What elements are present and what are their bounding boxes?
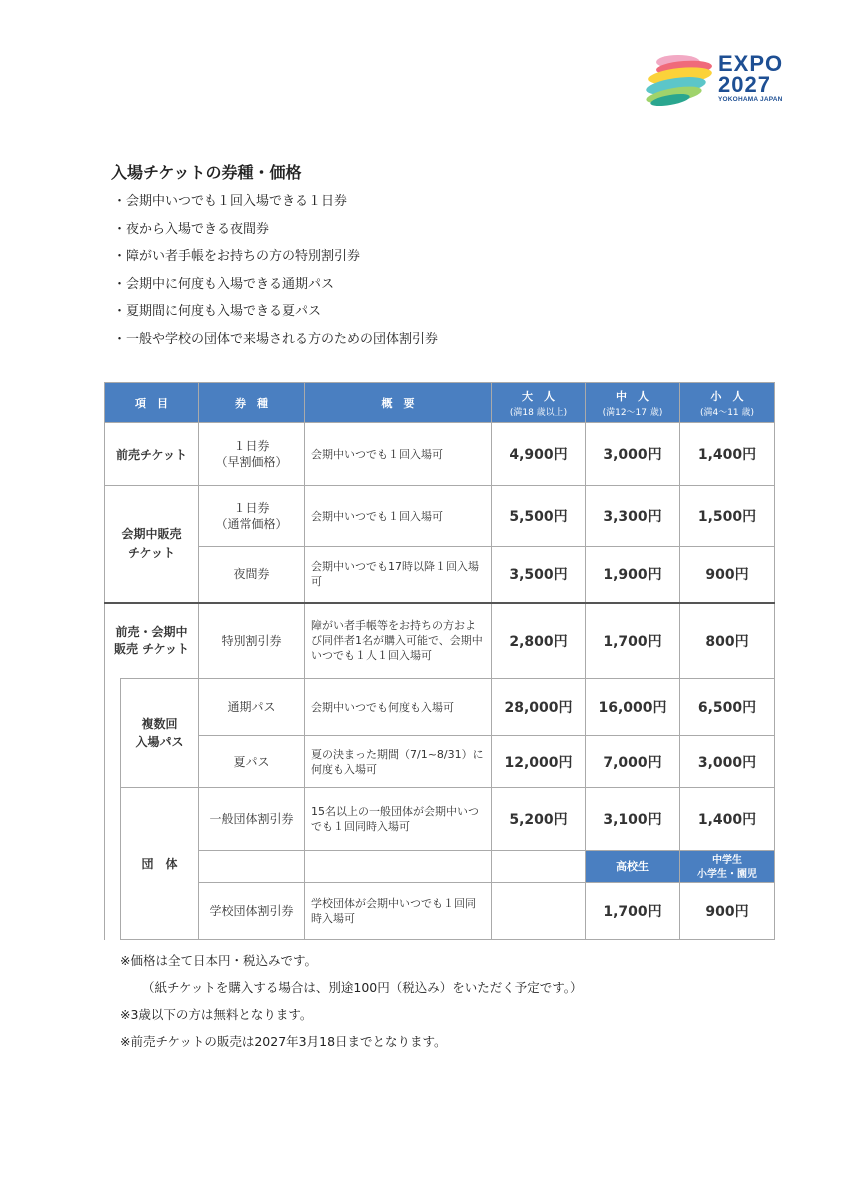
summary-season: 会期中いつでも何度も入場可 xyxy=(305,679,492,736)
header-child xyxy=(680,383,775,423)
header-adult-sub: (満18 歳以上) xyxy=(509,407,568,418)
notes xyxy=(120,952,583,1060)
empty-cell xyxy=(305,851,492,883)
type-season: 通期パス xyxy=(199,679,305,736)
logo-line-1: EXPO xyxy=(718,51,784,76)
table-row xyxy=(105,883,775,940)
price-middle: 7,000円 xyxy=(586,736,680,788)
header-middle-sub: (満12～17 歳) xyxy=(602,407,663,418)
type-special: 特別割引券 xyxy=(199,603,305,679)
note-advance-deadline: ※前売チケットの販売は2027年3月18日までとなります。 xyxy=(120,1034,447,1049)
header-adult-label: 大 人 xyxy=(522,389,555,403)
table-row xyxy=(105,788,775,851)
price-middle: 3,100円 xyxy=(586,788,680,851)
table-header-row xyxy=(105,383,775,423)
label-junior-line-1: 中学生 xyxy=(712,854,742,866)
price-child: 1,400円 xyxy=(680,423,775,486)
note-tax: ※価格は全て日本円・税込みです。 xyxy=(120,953,317,968)
price-adult: 12,000円 xyxy=(492,736,586,788)
price-child: 3,000円 xyxy=(680,736,775,788)
price-middle: 1,900円 xyxy=(586,547,680,603)
type-night: 夜間券 xyxy=(199,547,305,603)
type-group: 一般団体割引券 xyxy=(199,788,305,851)
empty-cell xyxy=(492,883,586,940)
page-title: 入場チケットの券種・価格 xyxy=(111,163,302,182)
header-middle xyxy=(586,383,680,423)
logo-line-3: YOKOHAMA JAPAN xyxy=(718,96,783,103)
header-child-sub: (満4～11 歳) xyxy=(699,407,755,418)
table-row xyxy=(105,486,775,547)
table-row xyxy=(105,603,775,679)
table-row xyxy=(105,736,775,788)
category-advance: 前売チケット xyxy=(105,423,199,486)
summary-advance: 会期中いつでも１回入場可 xyxy=(305,423,492,486)
price-adult: 5,500円 xyxy=(492,486,586,547)
note-free-under-3: ※3歳以下の方は無料となります。 xyxy=(120,1007,313,1022)
price-adult: 3,500円 xyxy=(492,547,586,603)
summary-summer: 夏の決まった期間（7/1~8/31）に何度も入場可 xyxy=(305,736,492,788)
summary-onsite-day: 会期中いつでも１回入場可 xyxy=(305,486,492,547)
label-junior-elementary xyxy=(680,851,775,883)
subcategory-group: 団 体 xyxy=(121,788,199,940)
price-child: 1,400円 xyxy=(680,788,775,851)
header-summary: 概 要 xyxy=(305,383,492,423)
list-item: ・会期中に何度も入場できる通期パス xyxy=(113,276,335,292)
note-paper-ticket: （紙チケットを購入する場合は、別途100円（税込み）をいただく予定です。） xyxy=(142,980,583,995)
list-item: ・夏期間に何度も入場できる夏パス xyxy=(113,304,322,319)
ticket-type-list xyxy=(113,192,438,357)
table-row xyxy=(105,851,775,883)
list-item: ・夜から入場できる夜間券 xyxy=(113,221,270,237)
list-item: ・障がい者手帳をお持ちの方の特別割引券 xyxy=(113,249,361,264)
price-child: 900円 xyxy=(680,547,775,603)
header-adult xyxy=(492,383,586,423)
type-summer: 夏パス xyxy=(199,736,305,788)
category-onsite: 会期中販売 チケット xyxy=(105,486,199,603)
subcategory-multi-pass: 複数回 入場パス xyxy=(121,679,199,788)
table-row xyxy=(105,679,775,736)
header-type: 券 種 xyxy=(199,383,305,423)
logo-line-2: 2027 xyxy=(718,72,771,97)
type-advance: １日券 （早割価格） xyxy=(199,423,305,486)
empty-cell xyxy=(199,851,305,883)
ticket-price-table xyxy=(104,382,775,940)
header-middle-label: 中 人 xyxy=(616,389,649,403)
summary-special: 障がい者手帳等をお持ちの方および同伴者1名が購入可能で、会期中いつでも１人１回入場可 xyxy=(305,603,492,679)
empty-cell xyxy=(492,851,586,883)
price-child: 900円 xyxy=(680,883,775,940)
summary-group: 15名以上の一般団体が会期中いつでも１回同時入場可 xyxy=(305,788,492,851)
price-middle: 1,700円 xyxy=(586,883,680,940)
group-indent-spacer xyxy=(105,679,121,940)
price-child: 800円 xyxy=(680,603,775,679)
price-middle: 3,300円 xyxy=(586,486,680,547)
price-child: 1,500円 xyxy=(680,486,775,547)
header-child-label: 小 人 xyxy=(710,389,744,403)
label-high-school: 高校生 xyxy=(586,851,680,883)
label-junior-line-2: 小学生・園児 xyxy=(697,868,757,880)
header-item: 項 目 xyxy=(105,383,199,423)
price-adult: 2,800円 xyxy=(492,603,586,679)
summary-school-group: 学校団体が会期中いつでも１回同時入場可 xyxy=(305,883,492,940)
price-child: 6,500円 xyxy=(680,679,775,736)
price-adult: 4,900円 xyxy=(492,423,586,486)
price-adult: 28,000円 xyxy=(492,679,586,736)
table-row xyxy=(105,547,775,603)
expo-logo-text xyxy=(718,53,783,104)
list-item: ・一般や学校の団体で来場される方のための団体割引券 xyxy=(113,331,439,347)
price-middle: 1,700円 xyxy=(586,603,680,679)
table-row xyxy=(105,423,775,486)
category-advance-onsite: 前売・会期中 販売 チケット xyxy=(105,603,199,679)
price-middle: 16,000円 xyxy=(586,679,680,736)
type-onsite-day: １日券 （通常価格） xyxy=(199,486,305,547)
summary-night: 会期中いつでも17時以降１回入場可 xyxy=(305,547,492,603)
price-adult: 5,200円 xyxy=(492,788,586,851)
price-middle: 3,000円 xyxy=(586,423,680,486)
list-item: ・会期中いつでも１回入場できる１日券 xyxy=(113,194,348,209)
type-school-group: 学校団体割引券 xyxy=(199,883,305,940)
